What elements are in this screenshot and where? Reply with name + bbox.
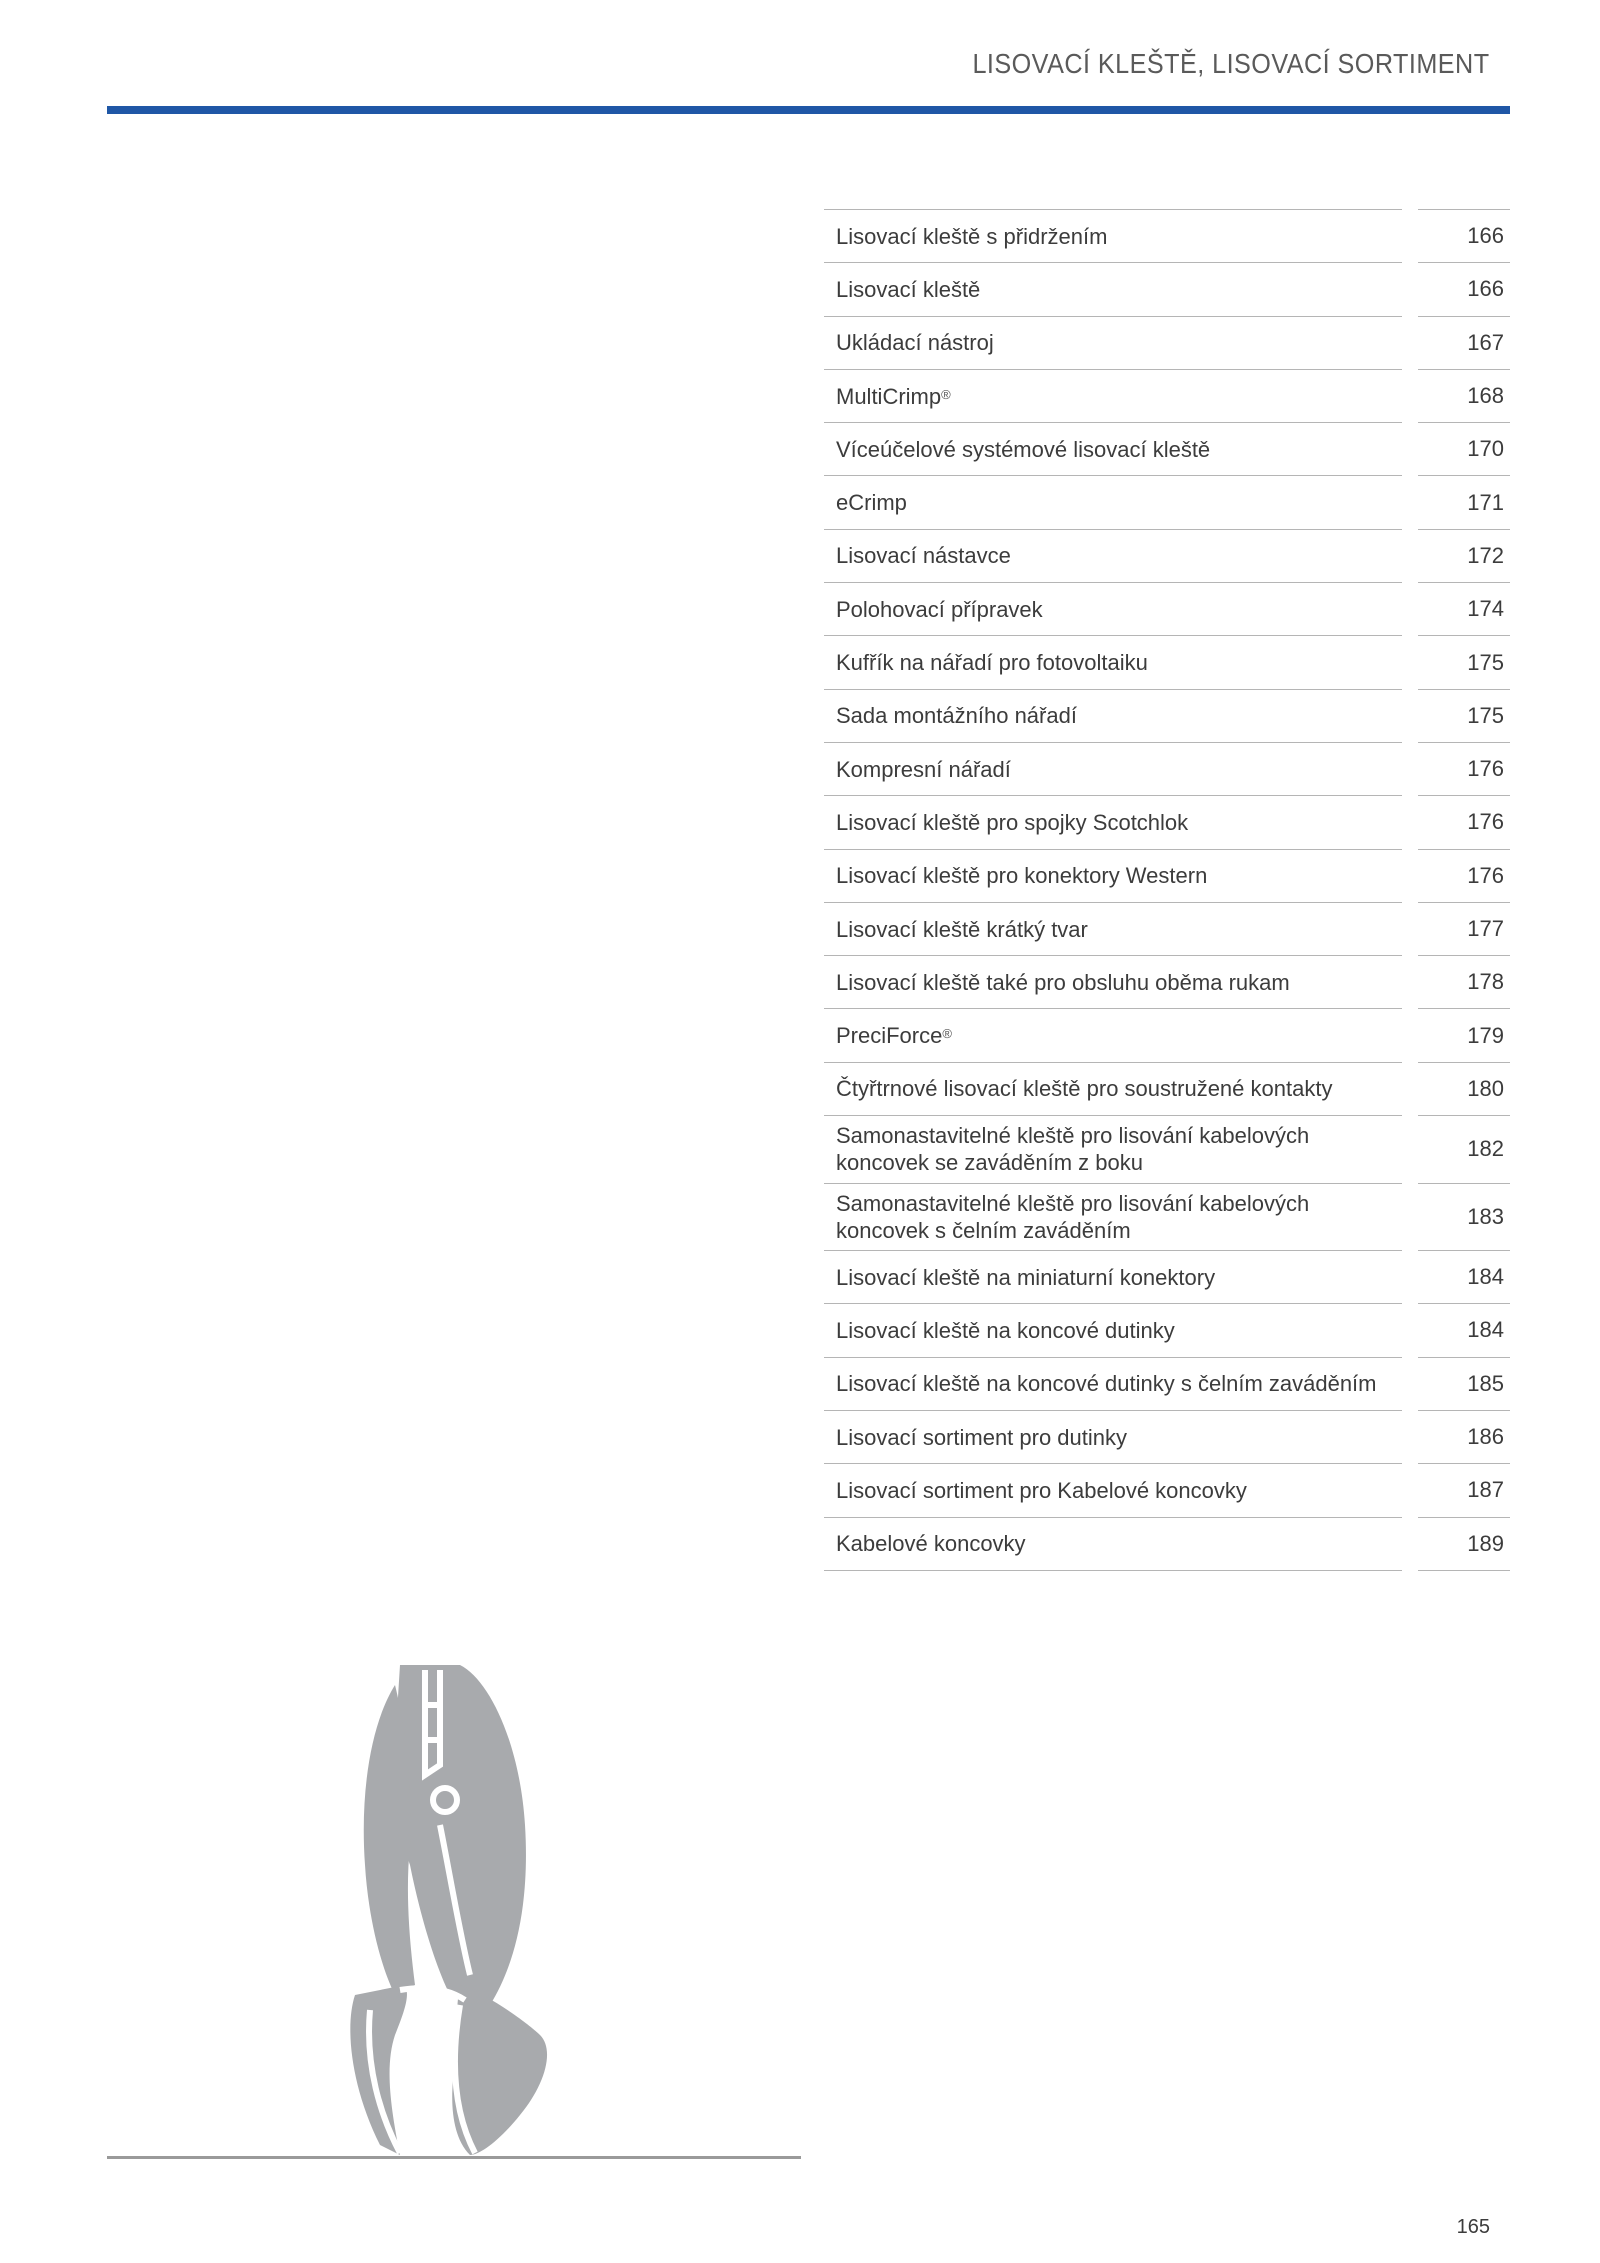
toc-entry[interactable] bbox=[824, 1008, 1510, 1061]
toc-entry-page: 185 bbox=[1418, 1357, 1510, 1410]
toc-entry-title-text: Lisovací kleště na koncové dutinky bbox=[836, 1317, 1175, 1343]
bottom-rule bbox=[107, 2156, 801, 2159]
toc-entry-title bbox=[824, 1008, 1402, 1061]
toc-entry-title bbox=[824, 955, 1402, 1008]
toc-entry-title-text: Ukládací nástroj bbox=[836, 330, 994, 356]
toc-entry-page: 184 bbox=[1418, 1303, 1510, 1356]
toc-entry-page: 171 bbox=[1418, 475, 1510, 528]
toc-entry-page: 176 bbox=[1418, 849, 1510, 902]
toc-entry-title-text: Polohovací přípravek bbox=[836, 596, 1043, 622]
toc-entry-title bbox=[824, 316, 1402, 369]
toc-entry-title-text: Lisovací kleště také pro obsluhu oběma rukam bbox=[836, 969, 1290, 995]
crimping-pliers-icon bbox=[340, 1665, 600, 2160]
toc-entry[interactable] bbox=[824, 369, 1510, 422]
toc-entry-title bbox=[824, 529, 1402, 582]
toc-entry-title bbox=[824, 849, 1402, 902]
toc-entry-title-text: Lisovací kleště bbox=[836, 276, 981, 302]
toc-entry-title-text: Lisovací kleště na koncové dutinky s čelním zaváděním bbox=[836, 1371, 1377, 1397]
toc-entry-title-text: Lisovací kleště s přidržením bbox=[836, 223, 1108, 249]
toc-entry-title-text: MultiCrimp bbox=[836, 383, 942, 409]
toc-entry[interactable] bbox=[824, 1357, 1510, 1410]
toc-entry-page: 166 bbox=[1418, 209, 1510, 262]
registered-mark: ® bbox=[942, 1026, 952, 1042]
toc-entry-title-text: Kabelové koncovky bbox=[836, 1531, 1026, 1557]
toc-entry-title bbox=[824, 742, 1402, 795]
toc-entry[interactable] bbox=[824, 1183, 1510, 1251]
toc-entry-title bbox=[824, 1463, 1402, 1516]
toc-entry-title-text: Kompresní nářadí bbox=[836, 756, 1011, 782]
toc-entry[interactable] bbox=[824, 262, 1510, 315]
toc-entry-page: 166 bbox=[1418, 262, 1510, 315]
toc-entry-title bbox=[824, 1115, 1402, 1183]
toc-entry-page: 186 bbox=[1418, 1410, 1510, 1463]
toc-entry[interactable] bbox=[824, 795, 1510, 848]
toc-entry-title-text: Lisovací sortiment pro dutinky bbox=[836, 1424, 1128, 1450]
toc-entry[interactable] bbox=[824, 689, 1510, 742]
toc-entry-title bbox=[824, 795, 1402, 848]
toc-entry-page: 189 bbox=[1418, 1517, 1510, 1570]
toc-entry[interactable] bbox=[824, 1463, 1510, 1516]
toc-entry-title bbox=[824, 1410, 1402, 1463]
toc-entry-page: 184 bbox=[1418, 1250, 1510, 1303]
toc-entry-title-text: Lisovací kleště pro spojky Scotchlok bbox=[836, 809, 1189, 835]
header-rule bbox=[107, 106, 1510, 114]
toc-entry-page: 175 bbox=[1418, 689, 1510, 742]
toc-entry[interactable] bbox=[824, 742, 1510, 795]
toc-entry-page: 175 bbox=[1418, 635, 1510, 688]
toc-entry[interactable] bbox=[824, 1062, 1510, 1115]
toc-entry-title-text: Kufřík na nářadí pro fotovoltaiku bbox=[836, 650, 1148, 676]
toc-entry[interactable] bbox=[824, 902, 1510, 955]
toc-entry-page: 167 bbox=[1418, 316, 1510, 369]
toc-entry-page: 172 bbox=[1418, 529, 1510, 582]
toc-entry-title-text: eCrimp bbox=[836, 490, 907, 516]
toc-entry-page: 174 bbox=[1418, 582, 1510, 635]
registered-mark: ® bbox=[941, 386, 951, 402]
toc-entry[interactable] bbox=[824, 582, 1510, 635]
toc-entry-title bbox=[824, 1517, 1402, 1570]
toc-entry-page: 176 bbox=[1418, 742, 1510, 795]
toc-entry-page: 170 bbox=[1418, 422, 1510, 475]
toc-entry-title bbox=[824, 902, 1402, 955]
toc-entry-title-text: Lisovací kleště krátký tvar bbox=[836, 916, 1088, 942]
toc-entry-title-text: Víceúčelové systémové lisovací kleště bbox=[836, 436, 1211, 462]
toc-entry[interactable] bbox=[824, 1517, 1510, 1570]
toc-entry-title bbox=[824, 209, 1402, 262]
toc-entry[interactable] bbox=[824, 316, 1510, 369]
toc-entry[interactable] bbox=[824, 1250, 1510, 1303]
toc-entry-title-text: Lisovací kleště na miniaturní konektory bbox=[836, 1264, 1216, 1290]
table-of-contents bbox=[824, 209, 1510, 1571]
toc-entry[interactable] bbox=[824, 955, 1510, 1008]
toc-entry-title bbox=[824, 475, 1402, 528]
toc-entry[interactable] bbox=[824, 475, 1510, 528]
toc-entry-title-text: Sada montážního nářadí bbox=[836, 703, 1077, 729]
toc-entry-page: 168 bbox=[1418, 369, 1510, 422]
toc-entry-title bbox=[824, 635, 1402, 688]
toc-entry[interactable] bbox=[824, 1115, 1510, 1183]
toc-entry-title-text: Lisovací kleště pro konektory Western bbox=[836, 863, 1208, 889]
toc-entry-title bbox=[824, 422, 1402, 475]
toc-entry[interactable] bbox=[824, 635, 1510, 688]
toc-entry-page: 179 bbox=[1418, 1008, 1510, 1061]
toc-entry[interactable] bbox=[824, 1410, 1510, 1463]
toc-entry-page: 182 bbox=[1418, 1115, 1510, 1183]
toc-entry-title-text: PreciForce bbox=[836, 1023, 943, 1049]
toc-entry-title bbox=[824, 582, 1402, 635]
toc-entry-title bbox=[824, 1303, 1402, 1356]
toc-entry-page: 176 bbox=[1418, 795, 1510, 848]
toc-entry[interactable] bbox=[824, 209, 1510, 262]
toc-entry-title bbox=[824, 1062, 1402, 1115]
toc-entry-title-text: Čtyřtrnové lisovací kleště pro soustružené kontakty bbox=[836, 1076, 1333, 1102]
toc-entry[interactable] bbox=[824, 529, 1510, 582]
toc-entry[interactable] bbox=[824, 849, 1510, 902]
page-number: 165 bbox=[1456, 2216, 1490, 2238]
toc-entry-title bbox=[824, 262, 1402, 315]
toc-entry-page: 187 bbox=[1418, 1463, 1510, 1516]
toc-entry-title bbox=[824, 369, 1402, 422]
toc-entry-title-text: Samonastavitelné kleště pro lisování kabelových bbox=[836, 1123, 1310, 1149]
toc-entry-page: 183 bbox=[1418, 1183, 1510, 1251]
toc-entry-title bbox=[824, 1183, 1402, 1251]
toc-entry[interactable] bbox=[824, 422, 1510, 475]
toc-entry-title bbox=[824, 1250, 1402, 1303]
page-header-title: LISOVACÍ KLEŠTĚ, LISOVACÍ SORTIMENT bbox=[972, 48, 1490, 79]
toc-entry-title-text: Lisovací nástavce bbox=[836, 543, 1011, 569]
toc-entry-title bbox=[824, 689, 1402, 742]
toc-entry-page: 180 bbox=[1418, 1062, 1510, 1115]
toc-end-rule bbox=[824, 1570, 1510, 1571]
toc-entry-title-text: Samonastavitelné kleště pro lisování kabelových bbox=[836, 1190, 1310, 1216]
toc-entry-page: 178 bbox=[1418, 955, 1510, 1008]
toc-entry[interactable] bbox=[824, 1303, 1510, 1356]
toc-entry-title bbox=[824, 1357, 1402, 1410]
toc-entry-title-text-line2: koncovek s čelním zaváděním bbox=[836, 1217, 1131, 1243]
toc-entry-title-text: Lisovací sortiment pro Kabelové koncovky bbox=[836, 1477, 1247, 1503]
toc-entry-title-text-line2: koncovek se zaváděním z boku bbox=[836, 1150, 1143, 1176]
toc-entry-page: 177 bbox=[1418, 902, 1510, 955]
